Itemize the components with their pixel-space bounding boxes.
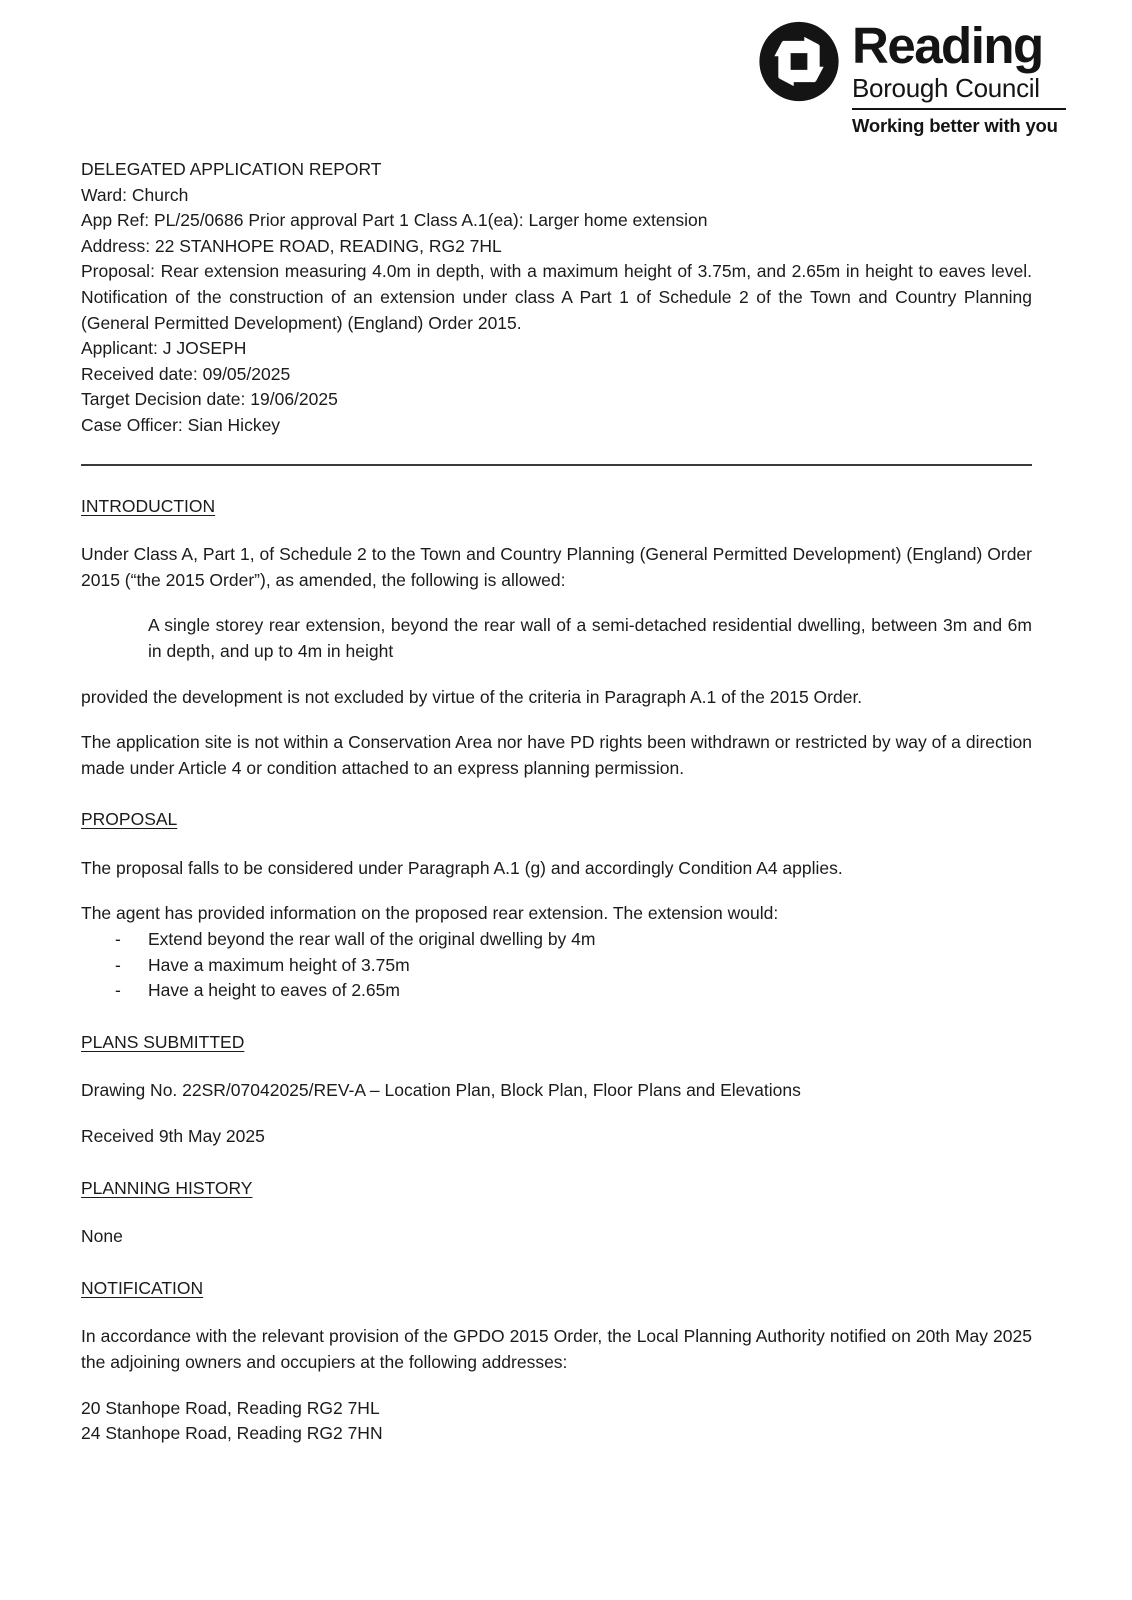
bullet-item	[115, 953, 1032, 979]
report-section	[81, 1030, 1032, 1150]
bullet-text: Have a height to eaves of 2.65m	[148, 980, 400, 1001]
section-heading: PROPOSAL	[81, 809, 178, 830]
report-meta-line: App Ref: PL/25/0686 Prior approval Part 1 Class A.1(ea): Larger home extension	[81, 210, 708, 231]
report-section	[81, 807, 1032, 1004]
bullet-dash: -	[115, 954, 121, 975]
address-lines	[81, 1396, 1032, 1447]
logo-tagline: Working better with you	[852, 115, 1058, 137]
bullet-text: Extend beyond the rear wall of the original dwelling by 4m	[148, 929, 596, 950]
quoted-paragraph: A single storey rear extension, beyond the rear wall of a semi-detached residential dwelling, between 3m and 6m in depth, and up to 4m in height	[148, 615, 1032, 661]
report-meta-line: Received date: 09/05/2025	[81, 363, 291, 384]
logo-subtitle: Borough Council	[852, 73, 1040, 104]
report-section	[81, 494, 1032, 782]
section-heading: NOTIFICATION	[81, 1277, 204, 1298]
logo-text-column	[852, 17, 1066, 137]
address-line: 20 Stanhope Road, Reading RG2 7HL	[81, 1397, 380, 1418]
council-logo	[755, 17, 1066, 137]
report-meta-line: Proposal: Rear extension measuring 4.0m in depth, with a maximum height of 3.75m, and 2.65m in height to eaves level. Notification of the construction of an extension under class A Part 1 of Schedule 2 of the Town and Country Planning (General Permitted Development) (England) Order 2015.	[81, 261, 1032, 333]
bullet-item	[115, 927, 1032, 953]
paragraph: Received 9th May 2025	[81, 1126, 265, 1147]
paragraph: None	[81, 1226, 123, 1247]
logo-name: Reading	[852, 17, 1043, 74]
report-section	[81, 1276, 1032, 1447]
bullet-text: Have a maximum height of 3.75m	[148, 954, 410, 975]
paragraph: The agent has provided information on the proposed rear extension. The extension would:	[81, 903, 779, 924]
section-heading: PLANNING HISTORY	[81, 1177, 253, 1198]
bullet-item	[115, 978, 1032, 1004]
address-line: 24 Stanhope Road, Reading RG2 7HN	[81, 1423, 383, 1444]
report-meta-line: Applicant: J JOSEPH	[81, 338, 247, 359]
paragraph: provided the development is not excluded by virtue of the criteria in Paragraph A.1 of the 2015 Order.	[81, 686, 863, 707]
logo-divider	[852, 108, 1066, 110]
bullet-list	[115, 927, 1032, 1004]
paragraph: The proposal falls to be considered under Paragraph A.1 (g) and accordingly Condition A4 applies.	[81, 857, 843, 878]
section-heading: PLANS SUBMITTED	[81, 1031, 245, 1052]
section-heading: INTRODUCTION	[81, 495, 216, 516]
bullet-dash: -	[115, 929, 121, 950]
paragraph: In accordance with the relevant provision of the GPDO 2015 Order, the Local Planning Authority notified on 20th May 2025 the adjoining owners and occupiers at the following addresses:	[81, 1326, 1032, 1372]
reading-council-knot-icon	[755, 20, 843, 103]
header-divider	[81, 464, 1032, 466]
bullet-dash: -	[115, 980, 121, 1001]
paragraph: Under Class A, Part 1, of Schedule 2 to the Town and Country Planning (General Permitted Development) (England) Order 2015 (“the 2015 Order”), as amended, the following is allowed:	[81, 544, 1032, 590]
report-meta-line: Ward: Church	[81, 184, 189, 205]
report-meta	[81, 183, 1032, 439]
paragraph: Drawing No. 22SR/07042025/REV-A – Location Plan, Block Plan, Floor Plans and Elevations	[81, 1080, 801, 1101]
paragraph: The application site is not within a Conservation Area nor have PD rights been withdrawn or restricted by way of a direction made under Article 4 or condition attached to an express planning permission.	[81, 732, 1032, 778]
logo-row	[755, 17, 1066, 137]
report-meta-line: Case Officer: Sian Hickey	[81, 414, 281, 435]
report-meta-line: Target Decision date: 19/06/2025	[81, 389, 338, 410]
report-title: DELEGATED APPLICATION REPORT	[81, 159, 382, 179]
report-section	[81, 1176, 1032, 1250]
report-sections	[81, 494, 1032, 1447]
report-meta-line: Address: 22 STANHOPE ROAD, READING, RG2 7HL	[81, 235, 502, 256]
